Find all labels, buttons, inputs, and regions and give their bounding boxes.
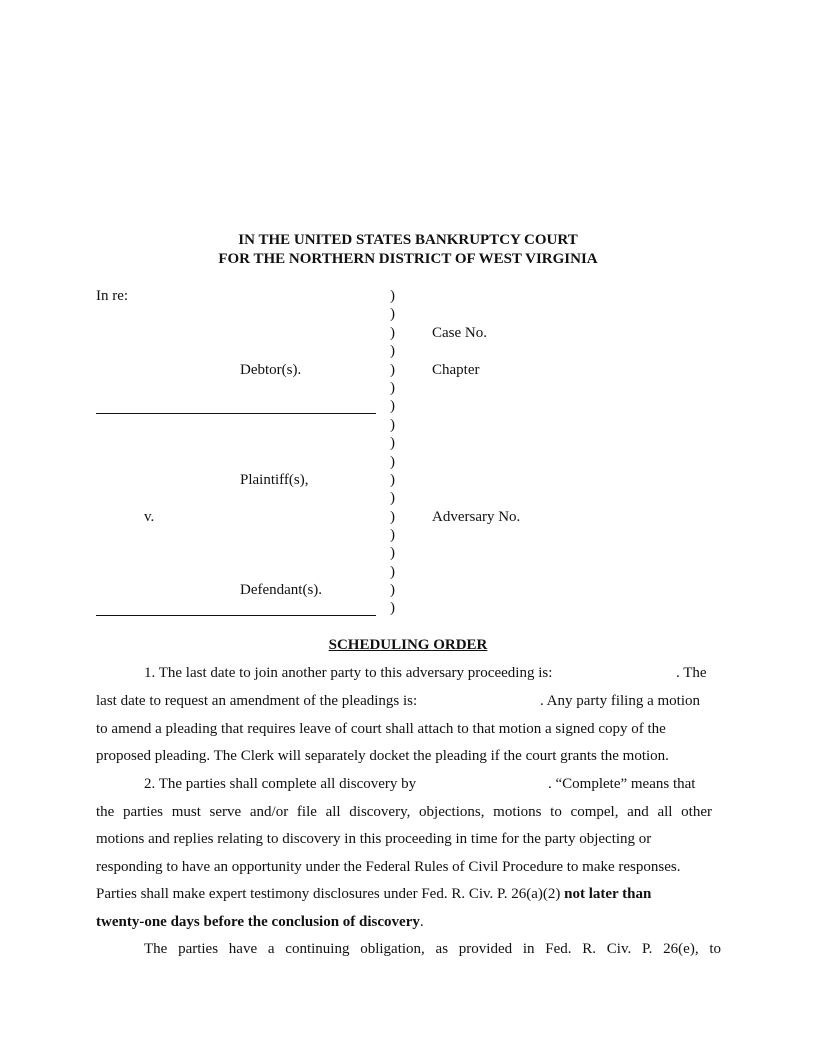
expert-disclosure-deadline: twenty-one days before the conclusion of discovery xyxy=(96,914,420,930)
expert-disclosure-period: . xyxy=(419,914,424,930)
expert-disclosure-emphasis: not later than xyxy=(564,886,652,902)
court-name-line-1: IN THE UNITED STATES BANKRUPTCY COURT xyxy=(238,232,578,248)
debtor-label: Debtor(s). xyxy=(240,362,302,378)
caption-paren: ) xyxy=(390,472,395,488)
adversary-number-label: Adversary No. xyxy=(432,509,521,525)
caption-paren: ) xyxy=(390,380,395,396)
paragraph-1-line-3: to amend a pleading that requires leave of court shall attach to that motion a signed copy of the xyxy=(96,721,666,737)
caption-paren: ) xyxy=(390,454,395,470)
caption-paren: ) xyxy=(390,362,395,378)
discovery-deadline-end: . “Complete” means that xyxy=(548,776,696,792)
defendant-signature-line xyxy=(96,615,376,616)
paragraph-2-line-6 xyxy=(96,914,712,931)
caption-paren: ) xyxy=(390,509,395,525)
caption-paren: ) xyxy=(390,343,395,359)
paragraph-2-line-4: responding to have an opportunity under the Federal Rules of Civil Procedure to make responses. xyxy=(96,859,681,875)
court-name-line-2: FOR THE NORTHERN DISTRICT OF WEST VIRGINIA xyxy=(218,251,598,267)
caption-paren: ) xyxy=(390,564,395,580)
chapter-label: Chapter xyxy=(432,362,480,378)
caption-paren: ) xyxy=(390,306,395,322)
join-party-deadline-end: . The xyxy=(676,665,707,681)
caption-paren: ) xyxy=(390,417,395,433)
caption-paren: ) xyxy=(390,325,395,341)
caption-paren: ) xyxy=(390,288,395,304)
order-title: SCHEDULING ORDER xyxy=(328,637,488,653)
paragraph-2-line-5 xyxy=(96,886,712,903)
caption-paren: ) xyxy=(390,600,395,616)
caption-paren: ) xyxy=(390,527,395,543)
debtor-signature-line xyxy=(96,413,376,414)
caption-paren: ) xyxy=(390,545,395,561)
discovery-deadline-text: 2. The parties shall complete all discovery by xyxy=(144,776,417,792)
caption-paren: ) xyxy=(390,490,395,506)
join-party-deadline-text: 1. The last date to join another party to this adversary proceeding is: xyxy=(144,665,553,681)
plaintiff-label: Plaintiff(s), xyxy=(240,472,309,488)
caption-paren: ) xyxy=(390,582,395,598)
paragraph-1-line-4: proposed pleading. The Clerk will separately docket the pleading if the court grants the motion. xyxy=(96,748,669,764)
paragraph-2-line-3: motions and replies relating to discovery in this proceeding in time for the party objecting or xyxy=(96,831,652,847)
amend-pleadings-deadline-text: last date to request an amendment of the pleadings is: xyxy=(96,693,418,709)
caption-paren: ) xyxy=(390,435,395,451)
amend-pleadings-deadline-end: . Any party filing a motion xyxy=(540,693,700,709)
paragraph-2-line-2: the parties must serve and/or file all discovery, objections, motions to compel, and all other xyxy=(96,804,712,820)
case-number-label: Case No. xyxy=(432,325,487,341)
in-re-label: In re: xyxy=(96,288,129,304)
paragraph-3-line-1: The parties have a continuing obligation, as provided in Fed. R. Civ. P. 26(e), to xyxy=(144,941,721,957)
versus-label: v. xyxy=(144,509,155,525)
defendant-label: Defendant(s). xyxy=(240,582,323,598)
expert-disclosure-text: Parties shall make expert testimony disclosures under Fed. R. Civ. P. 26(a)(2) xyxy=(96,886,561,902)
caption-paren: ) xyxy=(390,398,395,414)
